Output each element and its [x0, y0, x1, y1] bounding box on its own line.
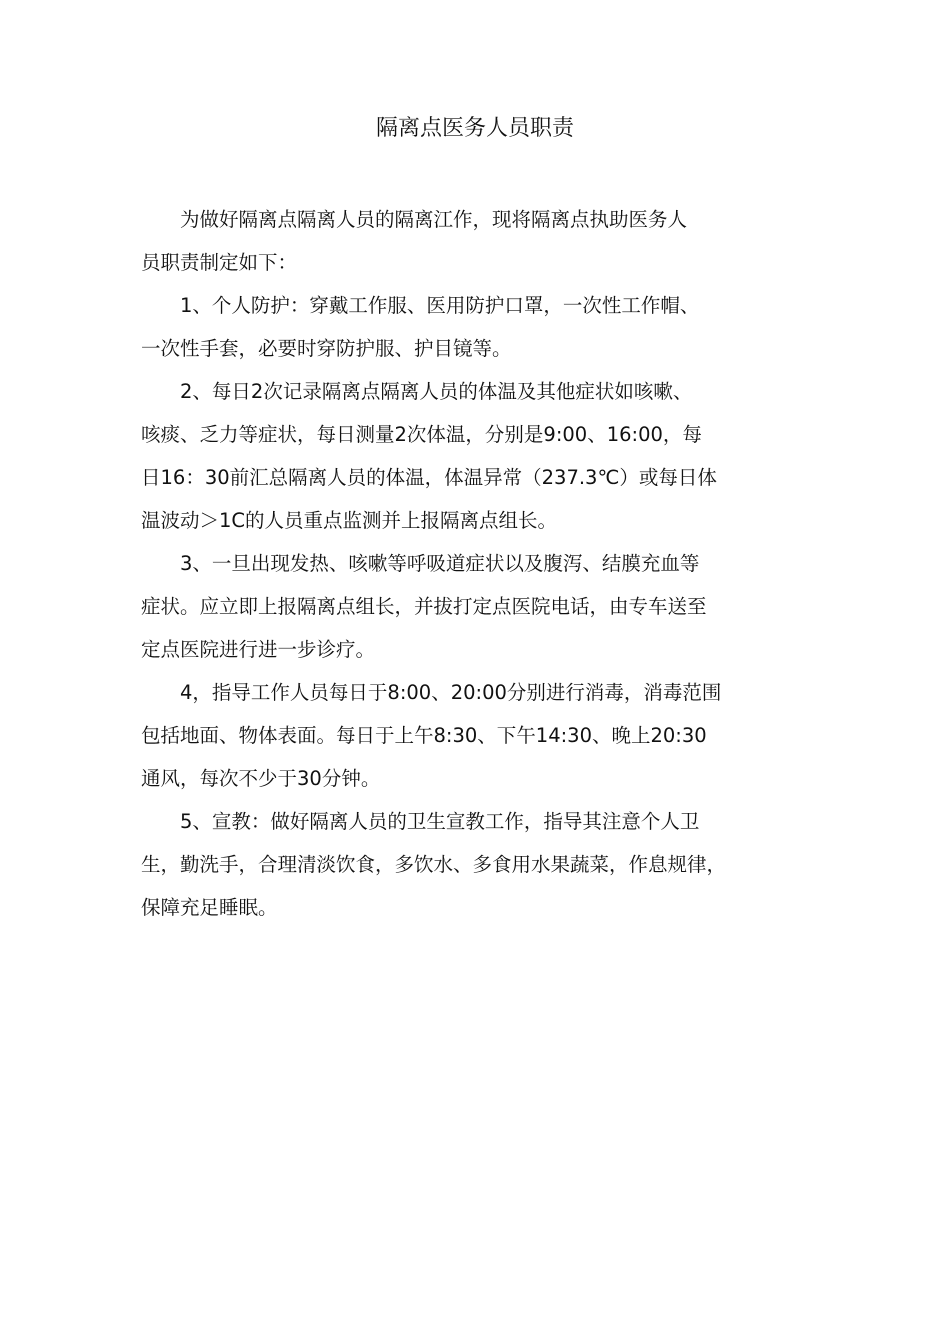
- paragraph-line: 定点医院进行进一步诊疗。: [141, 638, 376, 661]
- paragraph-line: 2、每日2次记录隔离点隔离人员的体温及其他症状如咳嗽、: [180, 380, 693, 403]
- paragraph-line: 一次性手套，必要时穿防护服、护目镜等。: [141, 337, 512, 360]
- paragraph-line: 保障充足睡眠。: [141, 896, 278, 919]
- paragraph-item-3: [141, 542, 831, 671]
- paragraph-item-5: [141, 800, 831, 929]
- paragraph-line: 温波动＞1C的人员重点监测并上报隔离点组长。: [141, 509, 558, 532]
- paragraph-line: 1、个人防护：穿戴工作服、医用防护口罩，一次性工作帽、: [180, 294, 700, 317]
- document-body: [141, 198, 831, 929]
- paragraph-line: 为做好隔离点隔离人员的隔离江作，现将隔离点执助医务人: [180, 208, 688, 231]
- paragraph-intro: [141, 198, 831, 284]
- paragraph-item-4: [141, 671, 831, 800]
- paragraph-line: 咳痰、乏力等症状，每日测量2次体温，分别是9:00、16:00，每: [141, 423, 702, 446]
- paragraph-item-2: [141, 370, 831, 542]
- paragraph-line: 症状。应立即上报隔离点组长，并拔打定点医院电话，由专车送至: [141, 595, 707, 618]
- document-title: 隔离点医务人员职责: [375, 116, 574, 141]
- paragraph-line: 4，指导工作人员每日于8:00、20:00分别进行消毒，消毒范围: [180, 681, 722, 704]
- paragraph-line: 5、宣教：做好隔离人员的卫生宣教工作，指导其注意个人卫: [180, 810, 700, 833]
- paragraph-item-1: [141, 284, 831, 370]
- paragraph-line: 通风，每次不少于30分钟。: [141, 767, 381, 790]
- paragraph-line: 3、一旦出现发热、咳嗽等呼吸道症状以及腹泻、结膜充血等: [180, 552, 700, 575]
- paragraph-line: 生，勤洗手，合理清淡饮食，多饮水、多食用水果蔬菜，作息规律，: [141, 853, 727, 876]
- paragraph-line: 包括地面、物体表面。每日于上午8:30、下午14:30、晚上20:30: [141, 724, 707, 747]
- paragraph-line: 员职责制定如下：: [141, 251, 298, 274]
- paragraph-line: 日16：30前汇总隔离人员的体温，体温异常（237.3℃）或每日体: [141, 466, 717, 489]
